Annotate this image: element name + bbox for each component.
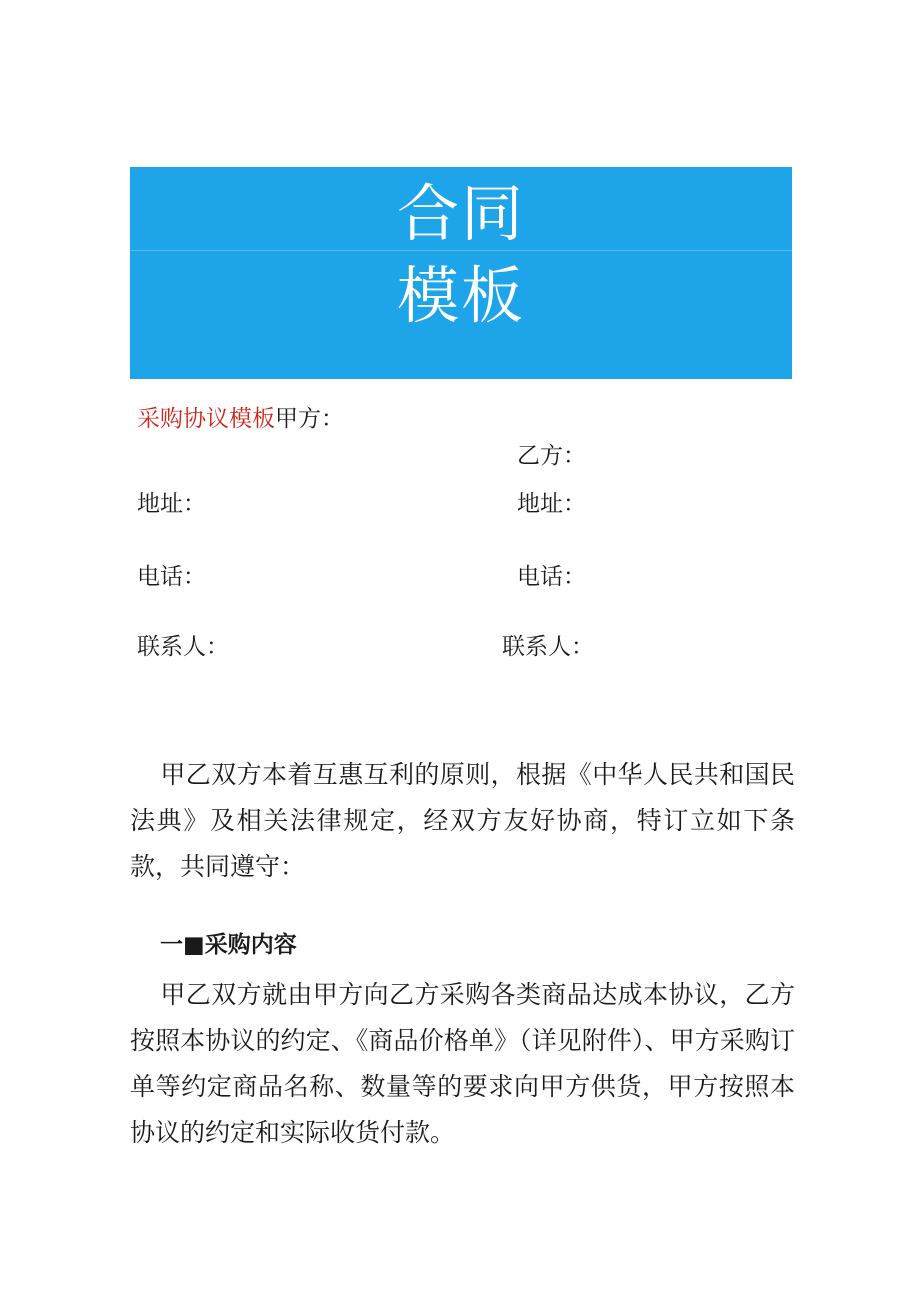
contact-b-label: 联系人： — [502, 634, 594, 660]
banner-title-line2: 模板 — [396, 259, 525, 332]
section-1-text: 甲乙双方就由甲方向乙方采购各类商品达成本协议，乙方按照本协议的约定、《商品价格单》（详见附件）、甲方采购订单等约定商品名称、数量等的要求向甲方供货，甲方按照本协议的约定和实际收货付款。 — [130, 980, 795, 1147]
party-a-label: 甲方： — [275, 406, 344, 432]
title-and-party-a — [137, 404, 344, 434]
banner-divider — [130, 250, 792, 251]
section-1-heading: 一■采购内容 — [160, 932, 297, 958]
phone-a-label: 电话： — [137, 564, 206, 590]
address-b-label: 地址： — [517, 491, 586, 517]
intro-text: 甲乙双方本着互惠互利的原则，根据《中华人民共和国民法典》及相关法律规定，经双方友好协商，特订立如下条款，共同遵守： — [130, 760, 795, 881]
contact-a-label: 联系人： — [137, 634, 229, 660]
title-banner — [130, 167, 792, 379]
agreement-title: 采购协议模板 — [137, 406, 275, 432]
section-1-paragraph — [130, 972, 795, 1156]
address-a-label: 地址： — [137, 491, 206, 517]
party-b-label: 乙方： — [517, 443, 586, 469]
intro-paragraph — [130, 752, 795, 890]
banner-title-line1: 合同 — [396, 177, 525, 250]
phone-b-label: 电话： — [517, 564, 586, 590]
